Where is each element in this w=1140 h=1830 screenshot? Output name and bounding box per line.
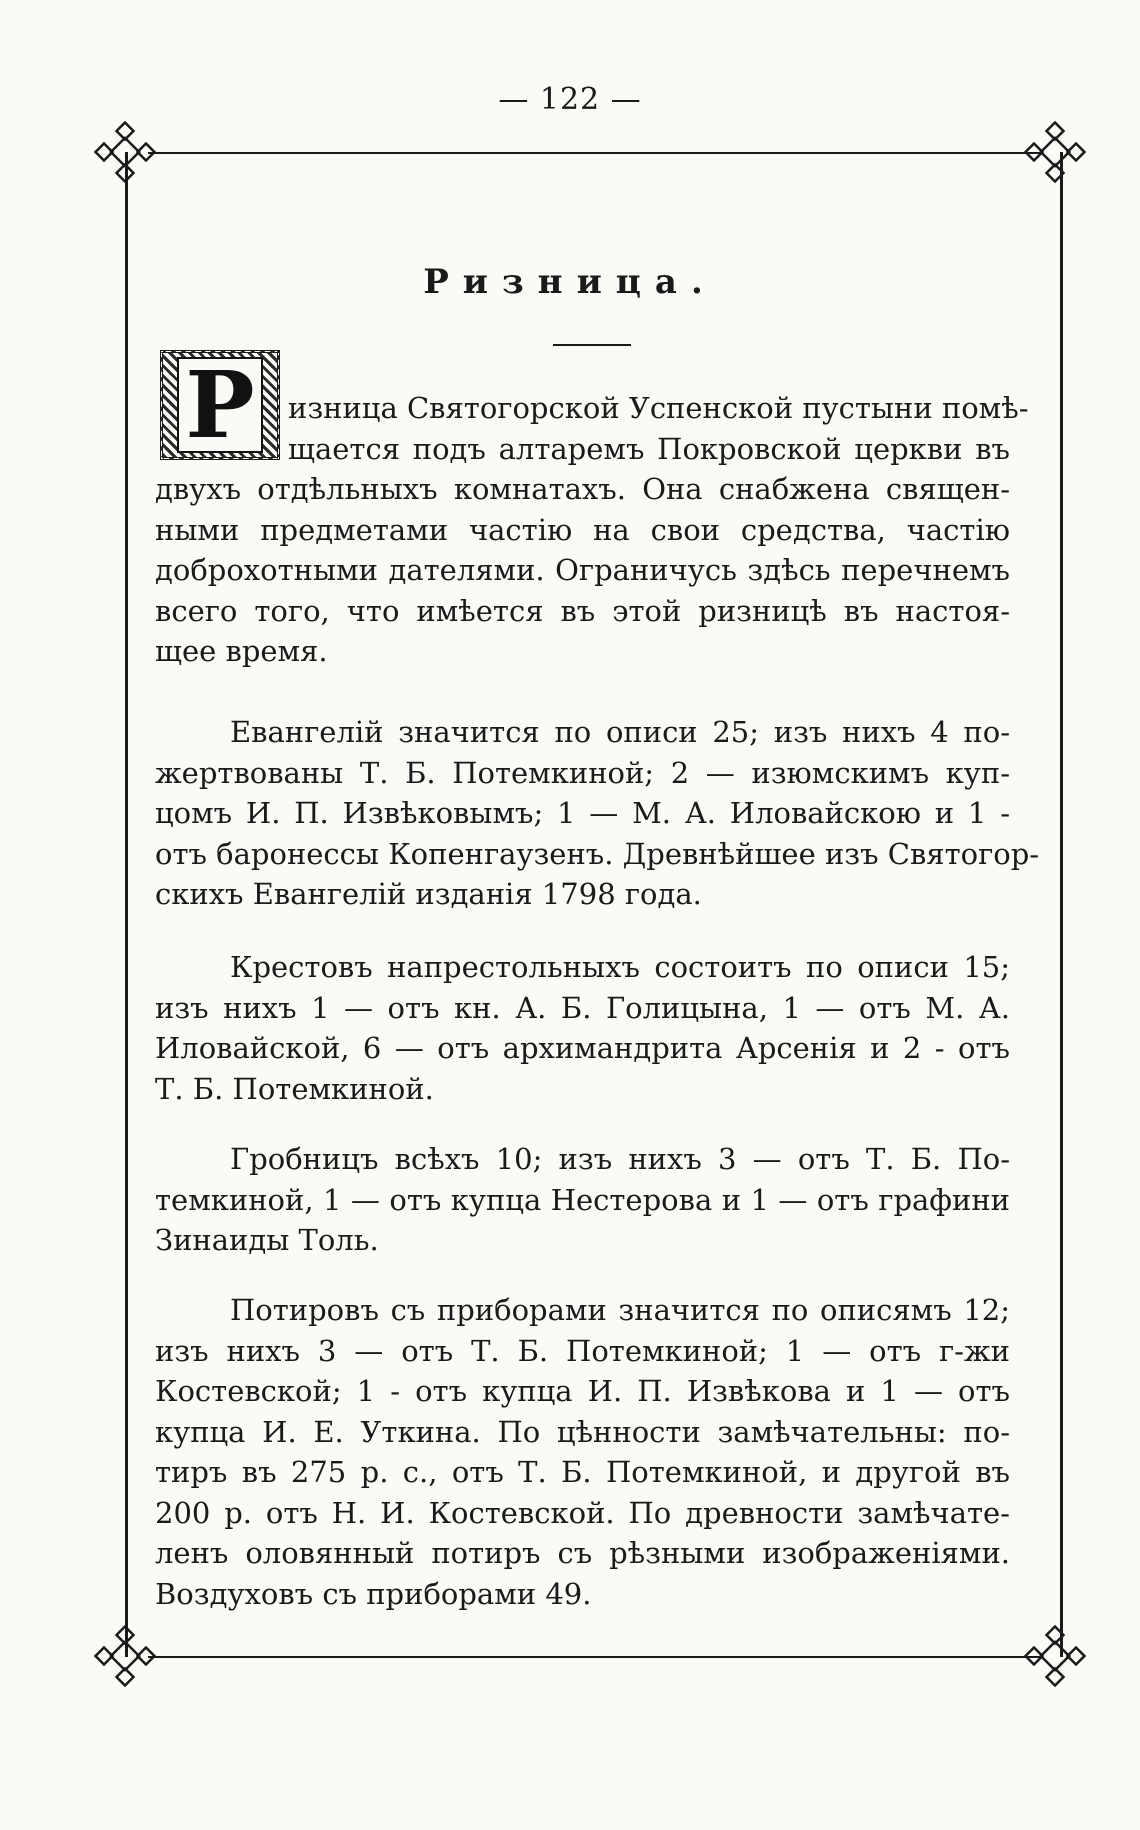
text-line: тиръ въ 275 р. с., отъ Т. Б. Потемкиной, и другой въ [155, 1455, 1010, 1489]
paragraph-tombs [155, 1139, 1010, 1261]
text-line: изница Святогорской Успенской пустыни помѣ- [288, 391, 1029, 425]
text-line: ленъ оловянный потиръ съ рѣзными изображеніями. [155, 1536, 1010, 1570]
text-line: щается подъ алтаремъ Покровской церкви въ [288, 431, 1010, 466]
text-line: доброхотными дателями. Ограничусь здѣсь перечнемъ [155, 553, 1010, 587]
text-line: Иловайской, 6 — отъ архимандрита Арсенія и 2 - отъ [155, 1031, 1010, 1065]
text-line: Т. Б. Потемкиной. [155, 1071, 434, 1106]
corner-ornament-icon [1020, 117, 1090, 187]
paragraph-chalices [155, 1290, 1010, 1614]
text-line: 200 р. отъ Н. И. Костевской. По древности замѣчате- [155, 1495, 1010, 1530]
title-divider [553, 344, 631, 346]
page-number: — 122 — [498, 82, 642, 117]
text-line: ными предметами частію на свои средства, частію [155, 512, 1010, 547]
text-line: цомъ И. П. Извѣковымъ; 1 — М. А. Иловайскою и 1 - [155, 796, 1010, 830]
text-line: щее время. [155, 634, 328, 668]
text-line: Крестовъ напрестольныхъ состоитъ по описи 15; [230, 950, 1010, 984]
paragraph-crosses [155, 947, 1010, 1109]
text-line: Гробницъ всѣхъ 10; изъ нихъ 3 — отъ Т. Б. По- [230, 1142, 1010, 1176]
text-line: Костевской; 1 - отъ купца И. П. Извѣкова и 1 — отъ [155, 1374, 1010, 1408]
text-line: темкиной, 1 — отъ купца Нестерова и 1 — отъ графини [155, 1182, 1010, 1217]
text-line: всего того, что имѣется въ этой ризницѣ въ настоя- [155, 593, 1010, 628]
text-line: изъ нихъ 3 — отъ Т. Б. Потемкиной; 1 — отъ г-жи [155, 1333, 1010, 1368]
section-title: Ризница. [423, 262, 717, 302]
text-line: Потировъ съ приборами значится по описямъ 12; [230, 1293, 1010, 1327]
corner-ornament-icon [90, 117, 160, 187]
text-line: отъ баронессы Копенгаузенъ. Древнѣйшее изъ Святогор- [155, 836, 1040, 871]
paragraph-intro [155, 388, 1029, 672]
text-line: Зинаиды Толь. [155, 1223, 379, 1257]
paragraph-gospels [155, 712, 1040, 915]
corner-ornament-icon [90, 1621, 160, 1691]
text-line: купца И. Е. Уткина. По цѣнности замѣчательны: по- [155, 1414, 1010, 1449]
text-line: Евангелій значится по описи 25; изъ нихъ 4 по- [230, 715, 1010, 749]
text-line: изъ нихъ 1 — отъ кн. А. Б. Голицына, 1 — отъ М. А. [155, 990, 1010, 1025]
drop-cap-letter: Р [177, 357, 262, 453]
text-line: скихъ Евангелій изданія 1798 года. [155, 877, 702, 911]
corner-ornament-icon [1020, 1621, 1090, 1691]
text-line: двухъ отдѣльныхъ комнатахъ. Она снабжена священ- [155, 472, 1010, 506]
text-line: жертвованы Т. Б. Потемкиной; 2 — изюмскимъ куп- [155, 755, 1010, 790]
text-line: Воздуховъ съ приборами 49. [155, 1576, 592, 1611]
